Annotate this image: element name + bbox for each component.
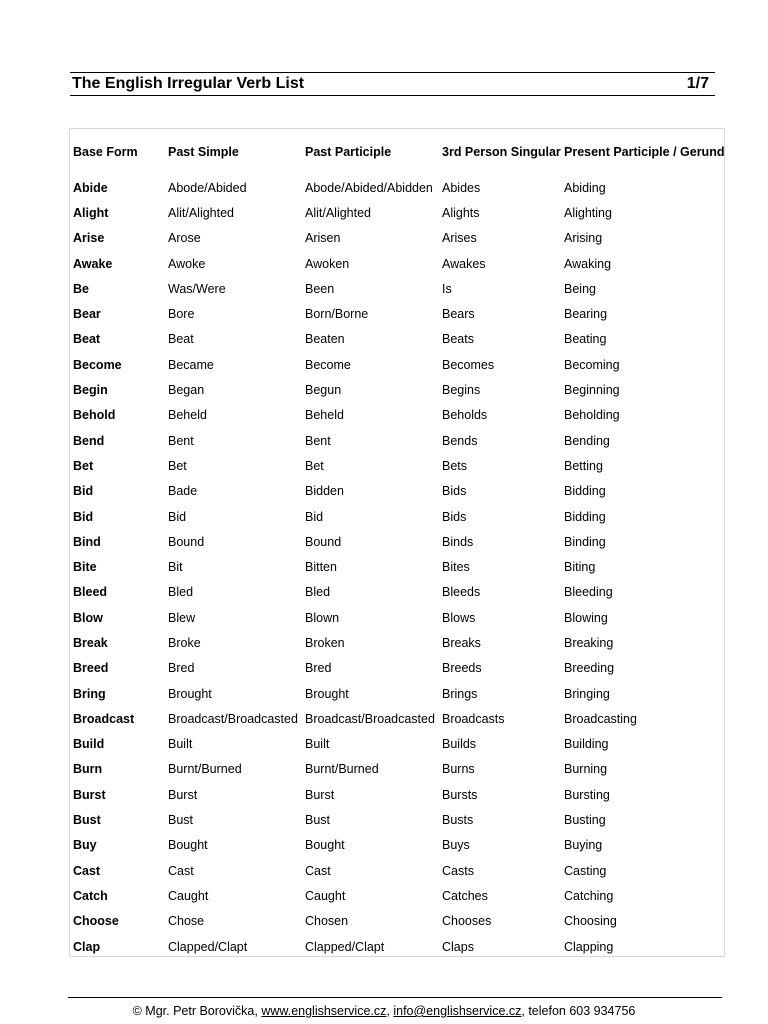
cell-base-form: Burn — [73, 762, 103, 777]
cell-third-person: Breaks — [442, 635, 481, 650]
table-row — [70, 934, 726, 959]
cell-base-form: Beat — [73, 332, 101, 347]
cell-present-participle: Betting — [564, 458, 603, 473]
cell-base-form: Become — [73, 357, 122, 372]
cell-third-person: Blows — [442, 610, 476, 625]
cell-past-participle: Cast — [305, 863, 331, 878]
table-row — [70, 605, 726, 630]
cell-past-simple: Bled — [168, 585, 194, 600]
cell-past-participle: Bled — [305, 585, 331, 600]
cell-present-participle: Biting — [564, 560, 596, 575]
cell-base-form: Bend — [73, 433, 105, 448]
cell-past-simple: Arose — [168, 231, 201, 246]
table-row — [70, 529, 726, 554]
cell-past-participle: Burnt/Burned — [305, 762, 379, 777]
cell-third-person: Bets — [442, 458, 468, 473]
cell-past-participle: Clapped/Clapt — [305, 939, 385, 954]
cell-third-person: Busts — [442, 813, 474, 828]
table-row — [70, 580, 726, 605]
cell-past-simple: Bought — [168, 838, 208, 853]
cell-third-person: Binds — [442, 534, 474, 549]
footer-phone: , telefon 603 934756 — [521, 1004, 636, 1018]
cell-present-participle: Blowing — [564, 610, 608, 625]
cell-third-person: Is — [442, 281, 452, 296]
cell-past-participle: Beaten — [305, 332, 345, 347]
table-row — [70, 200, 726, 225]
cell-present-participle: Becoming — [564, 357, 620, 372]
cell-past-simple: Bet — [168, 458, 187, 473]
cell-third-person: Awakes — [442, 256, 486, 271]
table-row — [70, 301, 726, 326]
cell-base-form: Blow — [73, 610, 103, 625]
cell-past-simple: Burst — [168, 787, 198, 802]
cell-third-person: Beholds — [442, 408, 488, 423]
table-row — [70, 782, 726, 807]
cell-third-person: Breeds — [442, 661, 482, 676]
cell-present-participle: Buying — [564, 838, 603, 853]
table-row — [70, 909, 726, 934]
cell-third-person: Burns — [442, 762, 475, 777]
cell-past-participle: Bet — [305, 458, 324, 473]
table-row — [70, 630, 726, 655]
cell-base-form: Bust — [73, 813, 101, 828]
cell-past-simple: Bit — [168, 560, 183, 575]
cell-past-participle: Blown — [305, 610, 340, 625]
cell-past-participle: Bitten — [305, 560, 337, 575]
cell-base-form: Bid — [73, 509, 94, 524]
cell-base-form: Breed — [73, 661, 109, 676]
cell-past-participle: Been — [305, 281, 335, 296]
table-row — [70, 377, 726, 402]
cell-past-simple: Bound — [168, 534, 205, 549]
cell-third-person: Abides — [442, 180, 481, 195]
cell-past-participle: Bust — [305, 813, 331, 828]
table-row — [70, 833, 726, 858]
cell-third-person: Bids — [442, 484, 467, 499]
cell-present-participle: Bearing — [564, 307, 608, 322]
table-row — [70, 403, 726, 428]
table-row — [70, 504, 726, 529]
cell-past-participle: Born/Borne — [305, 307, 369, 322]
cell-third-person: Chooses — [442, 914, 492, 929]
cell-present-participle: Clapping — [564, 939, 614, 954]
table-row — [70, 276, 726, 301]
cell-base-form: Buy — [73, 838, 97, 853]
cell-base-form: Abide — [73, 180, 108, 195]
cell-past-simple: Caught — [168, 888, 209, 903]
footer-website-link[interactable]: www.englishservice.cz — [261, 1004, 387, 1018]
cell-third-person: Bears — [442, 307, 475, 322]
cell-present-participle: Alighting — [564, 205, 612, 220]
cell-past-simple: Broadcast/Broadcasted — [168, 711, 298, 726]
cell-third-person: Casts — [442, 863, 474, 878]
verb-table — [70, 129, 726, 959]
cell-third-person: Beats — [442, 332, 474, 347]
table-row — [70, 706, 726, 731]
cell-present-participle: Busting — [564, 813, 606, 828]
cell-third-person: Becomes — [442, 357, 495, 372]
cell-past-participle: Beheld — [305, 408, 344, 423]
cell-past-simple: Broke — [168, 635, 201, 650]
cell-past-simple: Chose — [168, 914, 205, 929]
table-row — [70, 858, 726, 883]
cell-third-person: Bends — [442, 433, 478, 448]
cell-third-person: Begins — [442, 383, 481, 398]
cell-past-participle: Brought — [305, 686, 349, 701]
table-row — [70, 327, 726, 352]
cell-present-participle: Bringing — [564, 686, 610, 701]
cell-base-form: Behold — [73, 408, 116, 423]
cell-past-participle: Bent — [305, 433, 331, 448]
table-row — [70, 479, 726, 504]
cell-present-participle: Breeding — [564, 661, 615, 676]
cell-base-form: Cast — [73, 863, 101, 878]
cell-past-participle: Bred — [305, 661, 332, 676]
cell-base-form: Burst — [73, 787, 106, 802]
cell-third-person: Bites — [442, 560, 470, 575]
document-title: The English Irregular Verb List — [72, 75, 305, 92]
cell-past-simple: Became — [168, 357, 214, 372]
cell-present-participle: Broadcasting — [564, 711, 637, 726]
table-row — [70, 757, 726, 782]
table-row — [70, 251, 726, 276]
footer-divider — [68, 997, 722, 998]
cell-past-participle: Abode/Abided/Abidden — [305, 180, 433, 195]
table-row — [70, 656, 726, 681]
cell-base-form: Bear — [73, 307, 101, 322]
verb-table-body — [70, 175, 726, 959]
cell-past-simple: Alit/Alighted — [168, 205, 235, 220]
cell-present-participle: Choosing — [564, 914, 617, 929]
cell-present-participle: Binding — [564, 534, 606, 549]
cell-past-simple: Abode/Abided — [168, 180, 247, 195]
footer-email-link[interactable]: info@englishservice.cz — [393, 1004, 522, 1018]
cell-base-form: Arise — [73, 231, 105, 246]
cell-base-form: Break — [73, 635, 108, 650]
table-row — [70, 732, 726, 757]
cell-past-participle: Caught — [305, 888, 346, 903]
footer-copyright: © Mgr. Petr Borovička, — [132, 1004, 258, 1018]
cell-base-form: Be — [73, 281, 89, 296]
table-row — [70, 428, 726, 453]
cell-present-participle: Beginning — [564, 383, 620, 398]
cell-base-form: Bind — [73, 534, 101, 549]
page-number: 1/7 — [686, 75, 709, 92]
column-header-past-simple: Past Simple — [168, 144, 239, 159]
cell-past-simple: Bid — [168, 509, 187, 524]
cell-third-person: Arises — [442, 231, 477, 246]
cell-base-form: Bet — [73, 458, 94, 473]
cell-present-participle: Bending — [564, 433, 610, 448]
cell-past-participle: Bought — [305, 838, 345, 853]
cell-present-participle: Being — [564, 281, 596, 296]
cell-past-simple: Burnt/Burned — [168, 762, 242, 777]
table-row — [70, 226, 726, 251]
cell-third-person: Bids — [442, 509, 467, 524]
cell-present-participle: Arising — [564, 231, 603, 246]
cell-base-form: Catch — [73, 888, 108, 903]
cell-past-simple: Bore — [168, 307, 195, 322]
cell-present-participle: Abiding — [564, 180, 606, 195]
cell-past-participle: Built — [305, 737, 330, 752]
cell-third-person: Catches — [442, 888, 488, 903]
cell-past-simple: Beheld — [168, 408, 207, 423]
cell-base-form: Bring — [73, 686, 106, 701]
column-header-third-person: 3rd Person Singular — [442, 144, 561, 159]
cell-past-simple: Bade — [168, 484, 198, 499]
cell-third-person: Claps — [442, 939, 474, 954]
cell-base-form: Broadcast — [73, 711, 135, 726]
page-footer — [0, 1004, 768, 1018]
cell-present-participle: Bursting — [564, 787, 610, 802]
cell-present-participle: Bleeding — [564, 585, 613, 600]
cell-past-simple: Beat — [168, 332, 194, 347]
cell-base-form: Bleed — [73, 585, 108, 600]
cell-past-participle: Bid — [305, 509, 324, 524]
table-row — [70, 554, 726, 579]
cell-past-participle: Chosen — [305, 914, 349, 929]
cell-past-simple: Bent — [168, 433, 194, 448]
cell-present-participle: Building — [564, 737, 609, 752]
cell-third-person: Alights — [442, 205, 480, 220]
cell-past-simple: Bust — [168, 813, 194, 828]
cell-past-simple: Cast — [168, 863, 194, 878]
page-header — [70, 72, 715, 96]
cell-base-form: Begin — [73, 383, 108, 398]
cell-third-person: Bleeds — [442, 585, 481, 600]
table-header-row — [70, 129, 726, 175]
verb-table-container — [69, 128, 725, 957]
cell-past-simple: Was/Were — [168, 281, 226, 296]
cell-past-simple: Clapped/Clapt — [168, 939, 248, 954]
cell-base-form: Clap — [73, 939, 101, 954]
cell-present-participle: Beholding — [564, 408, 620, 423]
cell-past-participle: Broadcast/Broadcasted — [305, 711, 435, 726]
cell-past-simple: Awoke — [168, 256, 206, 271]
cell-past-simple: Blew — [168, 610, 196, 625]
cell-past-participle: Arisen — [305, 231, 341, 246]
cell-base-form: Awake — [73, 256, 113, 271]
cell-present-participle: Bidding — [564, 484, 606, 499]
cell-present-participle: Burning — [564, 762, 608, 777]
cell-present-participle: Awaking — [564, 256, 612, 271]
table-row — [70, 453, 726, 478]
table-row — [70, 175, 726, 200]
cell-past-participle: Bound — [305, 534, 342, 549]
column-header-present-participle: Present Participle / Gerund — [564, 144, 725, 159]
cell-past-participle: Become — [305, 357, 351, 372]
column-header-base-form: Base Form — [73, 144, 138, 159]
cell-past-simple: Built — [168, 737, 193, 752]
column-header-past-participle: Past Participle — [305, 144, 392, 159]
cell-present-participle: Catching — [564, 888, 614, 903]
cell-past-participle: Broken — [305, 635, 345, 650]
cell-third-person: Buys — [442, 838, 470, 853]
cell-base-form: Bite — [73, 560, 97, 575]
cell-base-form: Alight — [73, 205, 109, 220]
cell-base-form: Build — [73, 737, 105, 752]
cell-present-participle: Breaking — [564, 635, 614, 650]
cell-base-form: Choose — [73, 914, 119, 929]
cell-present-participle: Casting — [564, 863, 607, 878]
cell-past-simple: Bred — [168, 661, 195, 676]
cell-third-person: Bursts — [442, 787, 478, 802]
table-row — [70, 883, 726, 908]
cell-third-person: Broadcasts — [442, 711, 505, 726]
cell-past-simple: Began — [168, 383, 205, 398]
table-row — [70, 352, 726, 377]
cell-present-participle: Beating — [564, 332, 607, 347]
cell-past-participle: Alit/Alighted — [305, 205, 372, 220]
cell-past-simple: Brought — [168, 686, 212, 701]
cell-base-form: Bid — [73, 484, 94, 499]
cell-past-participle: Bidden — [305, 484, 344, 499]
table-row — [70, 807, 726, 832]
cell-third-person: Builds — [442, 737, 477, 752]
cell-past-participle: Begun — [305, 383, 342, 398]
cell-third-person: Brings — [442, 686, 478, 701]
cell-past-participle: Awoken — [305, 256, 350, 271]
footer-separator: , — [386, 1004, 390, 1018]
cell-present-participle: Bidding — [564, 509, 606, 524]
table-row — [70, 681, 726, 706]
cell-past-participle: Burst — [305, 787, 335, 802]
